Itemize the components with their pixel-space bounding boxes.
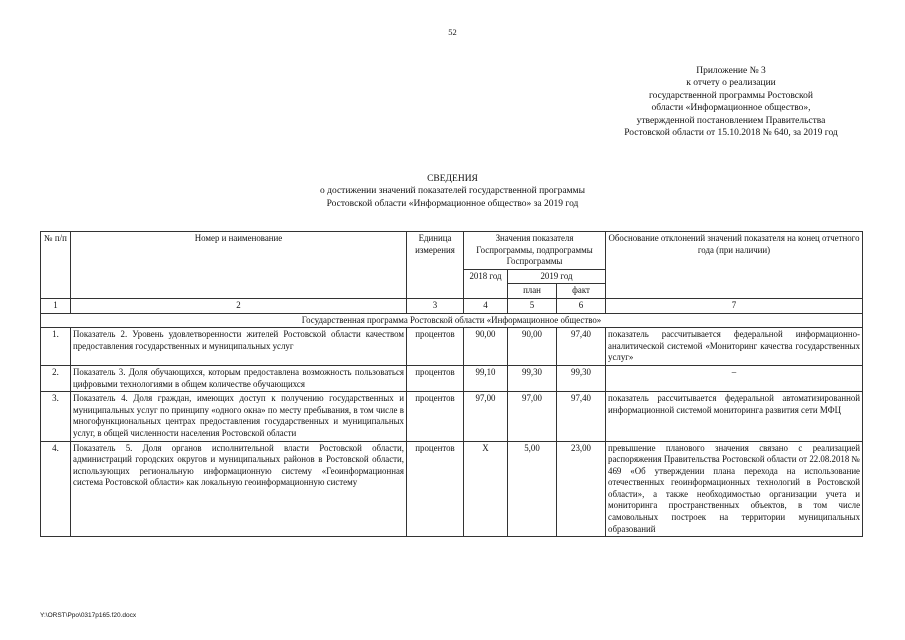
row-2018: Х — [464, 441, 508, 537]
appendix-header — [600, 65, 862, 139]
row-fact: 97,40 — [557, 328, 606, 366]
appendix-line: к отчету о реализации — [686, 78, 776, 89]
column-number: 1 — [41, 298, 71, 313]
row-plan: 99,30 — [508, 365, 557, 391]
row-num: 3. — [41, 392, 71, 441]
header-plan: план — [508, 284, 557, 299]
row-plan: 90,00 — [508, 328, 557, 366]
header-row — [41, 232, 863, 270]
row-fact: 97,40 — [557, 392, 606, 441]
row-reason: – — [606, 365, 863, 391]
appendix-line: Приложение № 3 — [696, 66, 766, 76]
row-reason: превышение планового значения связано с реализацией распоряжения Правительства Ростовской области от 22.08.2018 № 469 «Об утверждении плана перехода на использование отечественных геоинформационных технологий в Ростовской области», а также необходимостью организации учета и мониторинга пространственных объектов, в том числе самовольных построек на территории муниципальных образований — [606, 441, 863, 537]
header-num: № п/п — [41, 232, 71, 299]
row-fact: 23,00 — [557, 441, 606, 537]
title-line: о достижении значений показателей государственной программы — [320, 186, 585, 197]
row-2018: 90,00 — [464, 328, 508, 366]
appendix-line: государственной программы Ростовской — [649, 90, 813, 101]
page-number: 52 — [448, 27, 457, 37]
document-title — [0, 173, 905, 210]
section-row — [41, 313, 863, 328]
file-path-footer: Y:\ORST\Ppo\0317p165.f20.docx — [40, 612, 137, 619]
row-reason: показатель рассчитывается федеральной информационно-аналитической системой «Мониторинг качества государственных услуг» — [606, 328, 863, 366]
column-number: 6 — [557, 298, 606, 313]
header-fact: факт — [557, 284, 606, 299]
appendix-line: области «Информационное общество», — [651, 103, 811, 114]
title-heading: СВЕДЕНИЯ — [427, 174, 478, 184]
row-num: 4. — [41, 441, 71, 537]
row-unit: процентов — [407, 328, 464, 366]
header-2019: 2019 год — [508, 269, 606, 284]
row-name: Показатель 3. Доля обучающихся, которым предоставлена возможность пользоваться цифровыми технологиями в общем количестве обучающихся — [71, 365, 407, 391]
row-unit: процентов — [407, 441, 464, 537]
table-row — [41, 392, 863, 441]
header-values: Значения показателя Госпрограммы, подпрограммы Госпрограммы — [464, 232, 606, 270]
column-number: 4 — [464, 298, 508, 313]
table-row — [41, 328, 863, 366]
indicators-table — [40, 231, 863, 537]
row-unit: процентов — [407, 392, 464, 441]
header-reason: Обоснование отклонений значений показателя на конец отчетного года (при наличии) — [606, 232, 863, 299]
row-2018: 99,10 — [464, 365, 508, 391]
row-plan: 5,00 — [508, 441, 557, 537]
row-2018: 97,00 — [464, 392, 508, 441]
row-fact: 99,30 — [557, 365, 606, 391]
column-number: 3 — [407, 298, 464, 313]
column-number: 7 — [606, 298, 863, 313]
header-name: Номер и наименование — [71, 232, 407, 299]
table-row — [41, 365, 863, 391]
row-reason: показатель рассчитывается федеральной автоматизированной информационной системой мониторинга развития сети МФЦ — [606, 392, 863, 441]
header-unit: Единица измерения — [407, 232, 464, 299]
appendix-line: Ростовской области от 15.10.2018 № 640, за 2019 год — [624, 128, 838, 139]
table-row — [41, 441, 863, 537]
column-number: 5 — [508, 298, 557, 313]
row-num: 1. — [41, 328, 71, 366]
row-name: Показатель 5. Доля органов исполнительной власти Ростовской области, администраций городских округов и муниципальных районов в Ростовской области, использующих региональную информационную систему «Геоинформационная система Ростовской области» как локальную геоинформационную систему — [71, 441, 407, 537]
row-name: Показатель 2. Уровень удовлетворенности жителей Ростовской области качеством предоставления государственных и муниципальных услуг — [71, 328, 407, 366]
column-numbers-row — [41, 298, 863, 313]
row-unit: процентов — [407, 365, 464, 391]
header-2018: 2018 год — [464, 269, 508, 298]
column-number: 2 — [71, 298, 407, 313]
row-plan: 97,00 — [508, 392, 557, 441]
section-title: Государственная программа Ростовской области «Информационное общество» — [41, 313, 863, 328]
row-name: Показатель 4. Доля граждан, имеющих доступ к получению государственных и муниципальных услуг по принципу «одного окна» по месту пребывания, в том числе в многофункциональных центрах предоставления государственных и муниципальных услуг, в общей численности населения Ростовской области — [71, 392, 407, 441]
row-num: 2. — [41, 365, 71, 391]
appendix-line: утвержденной постановлением Правительства — [636, 115, 826, 126]
title-line: Ростовской области «Информационное общество» за 2019 год — [326, 198, 579, 209]
